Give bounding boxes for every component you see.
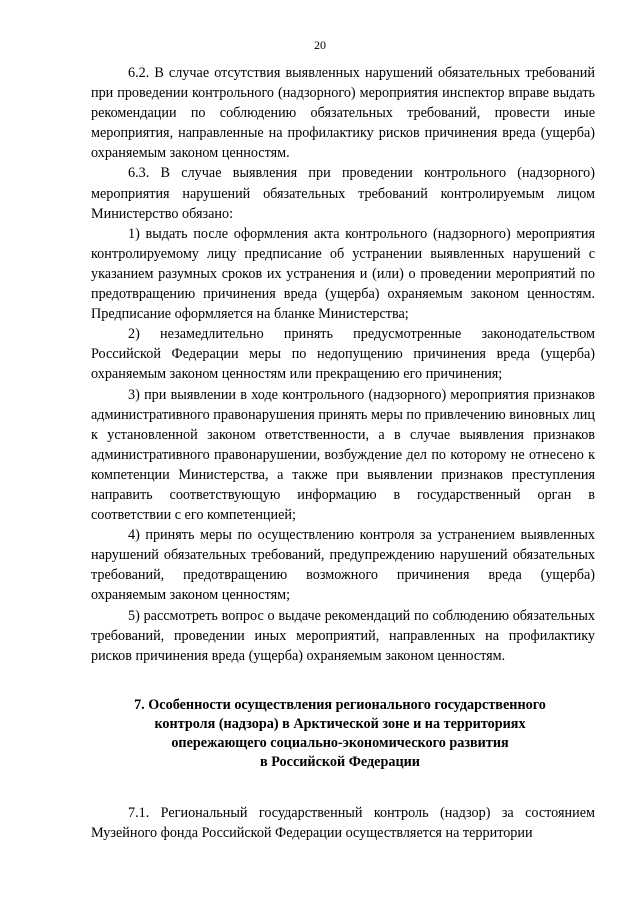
paragraph-6-2: 6.2. В случае отсутствия выявленных нарушений обязательных требований при проведении контрольного (надзорного) мероприятия инспектор вправе выдать рекомендации по соблюдению обязательных требований, провести иные мероприятия, направленные на профилактику рисков причинения вреда (ущерба) охраняемым законом ценностям. <box>91 65 595 162</box>
paragraph-6-3: 6.3. В случае выявления при проведении контрольного (надзорного) мероприятия нарушений обязательных требований контролируемым лицом Министерство обязано: <box>91 165 595 222</box>
document-body <box>91 63 595 843</box>
list-item-4: 4) принять меры по осуществлению контроля за устранением выявленных нарушений обязательных требований, предупреждению нарушений обязательных требований, предотвращению возможного причинения вреда (ущерба) охраняемым законом ценностям; <box>91 527 595 604</box>
list-item-1: 1) выдать после оформления акта контрольного (надзорного) мероприятия контролируемому лицу предписание об устранении выявленных нарушений с указанием разумных сроков их устранения и (или) о проведении мероприятий по предотвращению причинения вреда (ущерба) охраняемым законом ценностям. Предписание оформляется на бланке Министерства; <box>91 225 595 323</box>
heading-line: контроля (надзора) в Арктической зоне и на территориях <box>154 715 526 732</box>
section-7-heading <box>91 696 589 772</box>
list-item-5: 5) рассмотреть вопрос о выдаче рекомендаций по соблюдению обязательных требований, проведении иных мероприятий, направленных на профилактику рисков причинения вреда (ущерба) охраняемым законом ценностям. <box>91 607 595 664</box>
heading-line: 7. Особенности осуществления регионального государственного <box>134 696 546 713</box>
list-item-3: 3) при выявлении в ходе контрольного (надзорного) мероприятия признаков административного правонарушения принять меры по привлечению виновных лиц к установленной законом ответственности, а в случае выявления признаков административного правонарушении, возбуждение дел по которому не отнесено к компетенции Министерства, а также при выявлении признаков преступления направить соответствующую информацию в государственный орган в соответствии с его компетенцией; <box>91 386 595 524</box>
list-item-2: 2) незамедлительно принять предусмотренные законодательством Российской Федерации меры по недопущению причинения вреда (ущерба) охраняемым законом ценностям или прекращению его причинения; <box>91 326 595 383</box>
heading-line: в Российской Федерации <box>260 753 420 770</box>
heading-line: опережающего социально-экономического развития <box>171 734 509 751</box>
paragraph-7-1: 7.1. Региональный государственный контроль (надзор) за состоянием Музейного фонда Российской Федерации осуществляется на территории <box>91 804 595 841</box>
page-number: 20 <box>314 38 326 52</box>
